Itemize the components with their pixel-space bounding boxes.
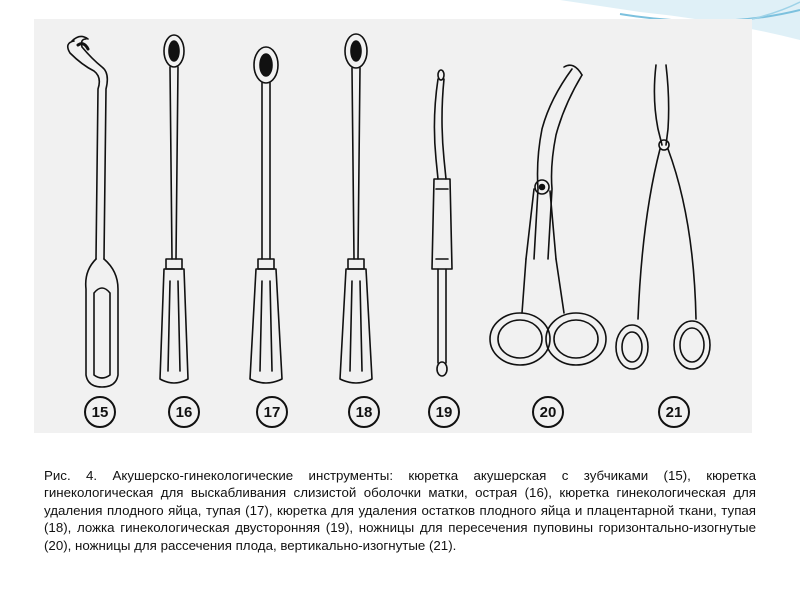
instrument-21-number: 21 [665,404,683,421]
instrument-20-scissors [490,65,606,365]
instrument-illustration [34,19,752,433]
instrument-15-curette [68,36,118,387]
instrument-18-number: 18 [355,404,373,421]
instrument-17-number: 17 [263,404,281,421]
instrument-19-spoon [432,70,452,376]
instrument-21-scissors [616,65,710,369]
instrument-16-curette [160,35,188,383]
instrument-16-number: 16 [175,404,193,421]
instrument-18-curette [340,34,372,383]
instrument-15-number: 15 [91,404,109,421]
figure-caption: Рис. 4. Акушерско-гинекологические инструменты: кюретка акушерская с зубчиками (15), кюретка гинекологическая для выскабливания слизистой оболочки матки, острая (16), кюретка гинекологическая для удаления плодного яйца, тупая (17), кюретка для удаления остатков плодного яйца и плацентарной ткани, тупая (18), ложка гинекологическая двусторонняя (19), ножницы для пересечения пуповины горизонтально-изогнутые (20), ножницы для рассечения плода, вертикально-изогнутые (21). [44,468,756,553]
instrument-17-curette [250,47,282,383]
instrument-20-number: 20 [539,404,557,421]
figure-panel [34,19,752,433]
instrument-19-number: 19 [435,404,453,421]
